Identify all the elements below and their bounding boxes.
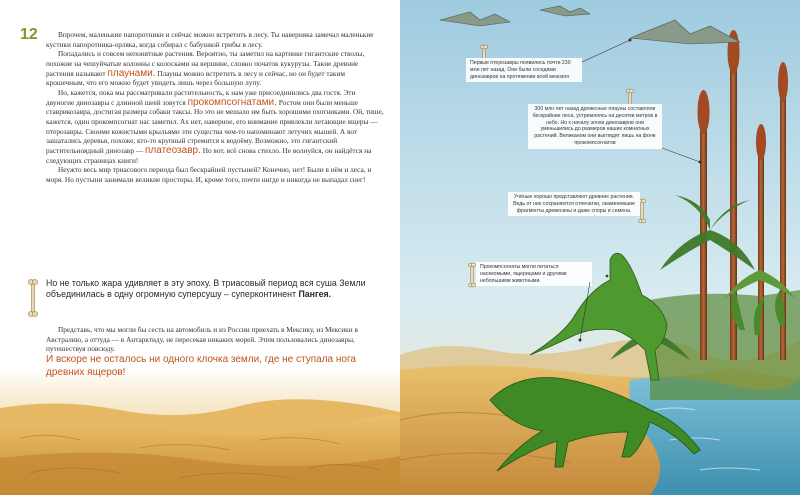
plants-note: Учёные хорошо представляют древние растения. Ведь от них сохраняются отпечатки, окаменевшие фрагменты древесины и даже споры и семена. — [508, 192, 640, 216]
main-text — [46, 30, 384, 185]
term-highlight: платеозавр. — [144, 144, 201, 156]
procompsognathus-note: Прокомпсогнаты могли питаться насекомыми, ящерицами и другими небольшими животными. — [476, 262, 592, 286]
lycopsid-note: 300 млн лет назад древесные плауны составляли бескрайние леса, устремляясь на десятки метров в небо. Но к началу эпохи динозавров они уменьшились до размеров наших комнатных растений. Великаном они выглядят лишь на фоне прокомпсогнатов — [528, 104, 662, 149]
paragraph-text: Ростом они были меньше ставрикозавра, достигая размера собаки таксы. Но это не мешало им быть хорошими охотниками. Ой, тише, кажется, один прокомпсогнат нас заметил. Ах нет, наверное, его внимание привлекли летающие ящеры — птерозавры. Своими кожистыми крыльями эти существа чем-то напоминают летучих мышей. А вот зашатались деревья, похоже, кто-то крупный стремится к водоёму. Возможно, это гигантский растительноядный динозавр — — [46, 97, 384, 155]
secondary-text — [46, 325, 384, 354]
paragraph: Представь, что мы могли бы сесть на автомобиль и из России приехать в Мексику, из Мексики в Австралию, а оттуда — в Антарктиду, не пересекая никаких морей. Этим пользовались динозавры, путешествуя повсюду. — [46, 325, 358, 354]
pangea-callout — [46, 278, 380, 300]
paragraph-text: Попадались и совсем непонятные растения. Вероятно, ты заметил на картинке гигантские стволы, похожие на чешуйчатые колонны с колосками на вершине, словно початок кукурузы. Такие древние растения называют — [46, 49, 365, 78]
right-page — [400, 0, 800, 495]
term-highlight: плаунами. — [107, 67, 156, 79]
pterosaur-note: Первые птерозавры появились почти 230 млн лет назад. Они были соседями динозавров на протяжении всей мезозоя — [466, 58, 582, 82]
paragraph: Неужто весь мир триасового периода был бескрайней пустыней? Конечно, нет! Были в нём и леса, и моря. Но пустыни занимали великие просторы. И, кроме того, почти нигде и никогда не выпадал снег! — [46, 165, 372, 184]
closing-highlight: И вскоре не осталось ни одного клочка земли, где не ступала нога древних ящеров! — [46, 354, 356, 378]
page-number: 12 — [20, 26, 38, 43]
paragraph-text: Но, кажется, пока мы рассматривали растительность, к нам уже присоединились два гостя. Эти двуногие динозавры с длинной шеей зовутся — [46, 87, 356, 107]
bone-icon — [28, 278, 38, 318]
desert-illustration — [0, 368, 400, 495]
term-highlight: прокомпсогнатами. — [187, 96, 277, 108]
paragraph-text: Плауны можно встретить в лесу и сейчас, но он будет таким крошечным, что его можно будет увидеть лишь через большую лупу. — [46, 68, 345, 88]
triassic-scene-illustration — [400, 0, 800, 495]
callout-text: Но не только жара удивляет в эту эпоху. В триасовый период вся суша Земли объединилась в одну огромную суперсушу – суперконтинент — [46, 278, 366, 300]
paragraph-text: Но вот, всё снова стихло. Не волнуйся, он найдётся на следующих страницах книги! — [46, 145, 372, 165]
bone-icon — [468, 262, 476, 288]
paragraph — [46, 49, 384, 88]
callout-term: Пангея. — [298, 289, 332, 300]
paragraph: Впрочем, маленькие папоротники и сейчас можно встретить в лесу. Ты наверняка замечал маленькие кустики папоротника-орляка, когда собирал с бабушкой грибы в лесу. — [46, 30, 374, 49]
paragraph — [46, 88, 384, 165]
